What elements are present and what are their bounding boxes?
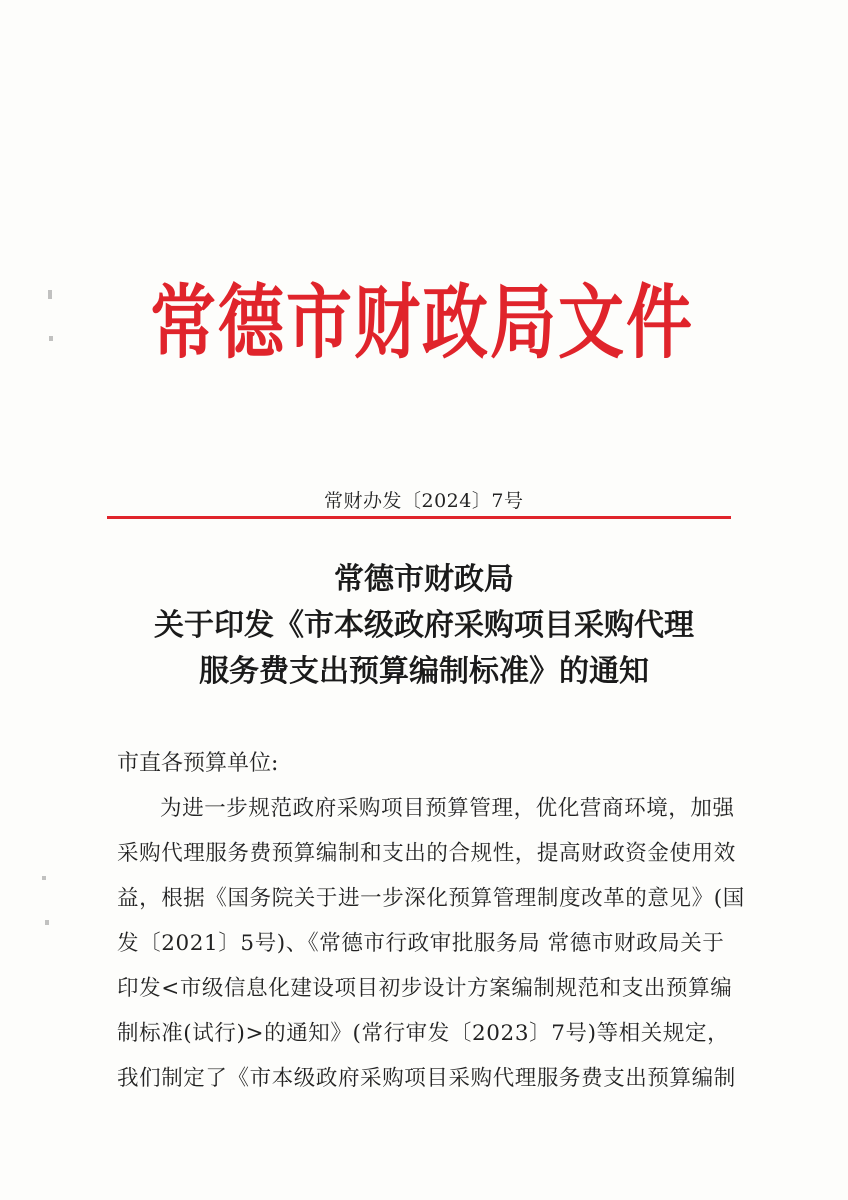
scan-mark <box>45 920 49 925</box>
body-line: 益，根据《国务院关于进一步深化预算管理制度改革的意见》(国 <box>117 886 745 911</box>
body-line: 制标准(试行)>的通知》(常行审发〔2023〕7号)等相关规定， <box>117 1021 730 1046</box>
issuing-agency-header: 常德市财政局文件 <box>150 274 694 370</box>
notice-title-line: 服务费支出预算编制标准》的通知 <box>199 654 649 689</box>
scan-mark <box>48 290 52 299</box>
scan-mark <box>42 876 46 880</box>
addressee: 市直各预算单位: <box>117 751 279 776</box>
body-line: 采购代理服务费预算编制和支出的合规性，提高财政资金使用效 <box>117 841 736 866</box>
notice-title-line: 关于印发《市本级政府采购项目采购代理 <box>154 608 694 643</box>
document-number: 常财办发〔2024〕7号 <box>324 490 524 512</box>
body-line: 我们制定了《市本级政府采购项目采购代理服务费支出预算编制 <box>117 1066 736 1091</box>
notice-title <box>100 557 748 695</box>
body-paragraph <box>117 786 747 1101</box>
scan-mark <box>49 336 53 341</box>
body-line: 发〔2021〕5号)、《常德市行政审批服务局 常德市财政局关于 <box>117 931 725 956</box>
body-line: 印发<市级信息化建设项目初步设计方案编制规范和支出预算编 <box>117 976 733 1001</box>
red-divider-line <box>107 516 731 519</box>
body-line: 为进一步规范政府采购项目预算管理，优化营商环境，加强 <box>160 796 735 821</box>
notice-title-line: 常德市财政局 <box>334 562 514 597</box>
